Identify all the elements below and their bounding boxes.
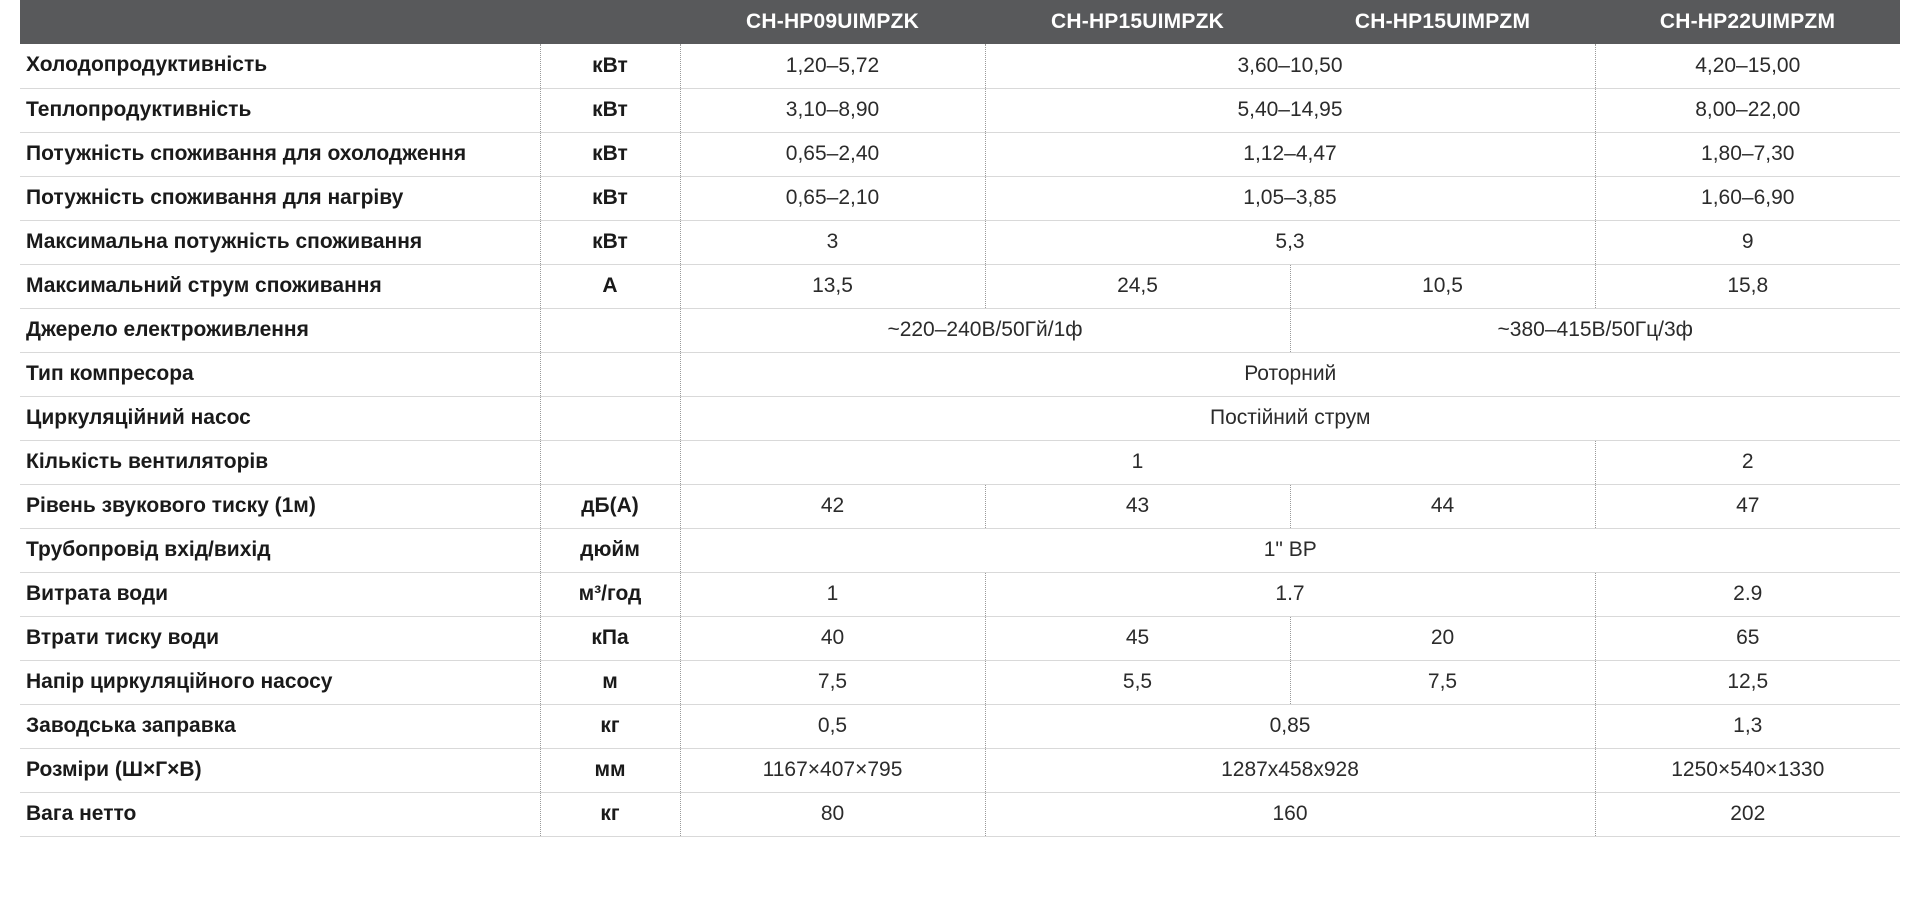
- row-unit-label: кВт: [540, 220, 680, 264]
- row-value-cell: 5,40–14,95: [985, 88, 1595, 132]
- row-unit-label: кВт: [540, 176, 680, 220]
- table-row: [20, 308, 1900, 352]
- row-value-cell: 65: [1595, 616, 1900, 660]
- row-value-cell: 15,8: [1595, 264, 1900, 308]
- row-parameter-label: Кількість вентиляторів: [20, 440, 540, 484]
- row-unit-label: мм: [540, 748, 680, 792]
- row-value-cell: ~220–240В/50Гй/1ф: [680, 308, 1290, 352]
- row-value-cell: 47: [1595, 484, 1900, 528]
- row-value-cell: 1,20–5,72: [680, 44, 985, 88]
- row-value-cell: 45: [985, 616, 1290, 660]
- table-header: [20, 0, 1900, 44]
- header-model-3: CH-HP15UIMPZM: [1354, 10, 1531, 33]
- row-parameter-label: Теплопродуктивність: [20, 88, 540, 132]
- row-value-cell: 0,5: [680, 704, 985, 748]
- table-body: [20, 44, 1900, 836]
- row-value-cell: 42: [680, 484, 985, 528]
- header-unit-column: [540, 0, 680, 44]
- table-row: [20, 132, 1900, 176]
- row-value-cell: 80: [680, 792, 985, 836]
- row-value-cell: 0,65–2,10: [680, 176, 985, 220]
- row-value-cell: 1167×407×795: [680, 748, 985, 792]
- row-value-cell: 3,10–8,90: [680, 88, 985, 132]
- row-value-cell: 2.9: [1595, 572, 1900, 616]
- row-value-cell: 20: [1290, 616, 1595, 660]
- row-value-cell: 202: [1595, 792, 1900, 836]
- row-parameter-label: Вага нетто: [20, 792, 540, 836]
- row-value-cell: 10,5: [1290, 264, 1595, 308]
- table-row: [20, 528, 1900, 572]
- table-header-row: [20, 0, 1900, 44]
- table-row: [20, 748, 1900, 792]
- row-parameter-label: Трубопровід вхід/вихід: [20, 528, 540, 572]
- header-model-1: CH-HP09UIMPZK: [746, 10, 919, 33]
- row-value-cell: 160: [985, 792, 1595, 836]
- table-row: [20, 704, 1900, 748]
- row-parameter-label: Тип компресора: [20, 352, 540, 396]
- row-value-cell: 9: [1595, 220, 1900, 264]
- row-parameter-label: Холодопродуктивність: [20, 44, 540, 88]
- table-row: [20, 352, 1900, 396]
- row-value-cell: 1" ВР: [680, 528, 1900, 572]
- row-parameter-label: Витрата води: [20, 572, 540, 616]
- table-row: [20, 220, 1900, 264]
- row-value-cell: ~380–415В/50Гц/3ф: [1290, 308, 1900, 352]
- row-value-cell: 5,5: [985, 660, 1290, 704]
- row-value-cell: 1,12–4,47: [985, 132, 1595, 176]
- row-parameter-label: Розміри (Ш×Г×В): [20, 748, 540, 792]
- row-parameter-label: Циркуляційний насос: [20, 396, 540, 440]
- table-row: [20, 792, 1900, 836]
- row-value-cell: 0,65–2,40: [680, 132, 985, 176]
- table-row: [20, 176, 1900, 220]
- table-row: [20, 44, 1900, 88]
- row-parameter-label: Джерело електроживлення: [20, 308, 540, 352]
- row-unit-label: кВт: [540, 44, 680, 88]
- row-unit-label: [540, 396, 680, 440]
- row-value-cell: 5,3: [985, 220, 1595, 264]
- row-value-cell: 3,60–10,50: [985, 44, 1595, 88]
- row-unit-label: кВт: [540, 88, 680, 132]
- row-value-cell: 7,5: [1290, 660, 1595, 704]
- row-value-cell: Роторний: [680, 352, 1900, 396]
- row-value-cell: 13,5: [680, 264, 985, 308]
- table-row: [20, 264, 1900, 308]
- table-row: [20, 660, 1900, 704]
- row-value-cell: 44: [1290, 484, 1595, 528]
- row-unit-label: м: [540, 660, 680, 704]
- row-value-cell: 1,05–3,85: [985, 176, 1595, 220]
- table-row: [20, 572, 1900, 616]
- row-parameter-label: Максимальна потужність споживання: [20, 220, 540, 264]
- table-row: [20, 440, 1900, 484]
- row-unit-label: [540, 308, 680, 352]
- specifications-table: [20, 0, 1900, 837]
- row-value-cell: 0,85: [985, 704, 1595, 748]
- row-value-cell: 3: [680, 220, 985, 264]
- row-unit-label: А: [540, 264, 680, 308]
- row-value-cell: 1,80–7,30: [1595, 132, 1900, 176]
- table-row: [20, 88, 1900, 132]
- row-value-cell: 1: [680, 440, 1595, 484]
- row-value-cell: 8,00–22,00: [1595, 88, 1900, 132]
- row-value-cell: 12,5: [1595, 660, 1900, 704]
- row-value-cell: 4,20–15,00: [1595, 44, 1900, 88]
- row-value-cell: 43: [985, 484, 1290, 528]
- table-row: [20, 616, 1900, 660]
- row-value-cell: 7,5: [680, 660, 985, 704]
- table-row: [20, 396, 1900, 440]
- row-unit-label: кг: [540, 704, 680, 748]
- row-unit-label: [540, 352, 680, 396]
- row-value-cell: 2: [1595, 440, 1900, 484]
- row-unit-label: дюйм: [540, 528, 680, 572]
- header-parameter-column: [20, 0, 540, 44]
- row-value-cell: 1287x458x928: [985, 748, 1595, 792]
- row-parameter-label: Заводська заправка: [20, 704, 540, 748]
- row-unit-label: кВт: [540, 132, 680, 176]
- row-unit-label: [540, 440, 680, 484]
- row-value-cell: 1.7: [985, 572, 1595, 616]
- row-value-cell: Постійний струм: [680, 396, 1900, 440]
- row-unit-label: дБ(А): [540, 484, 680, 528]
- row-value-cell: 1,60–6,90: [1595, 176, 1900, 220]
- table-row: [20, 484, 1900, 528]
- row-parameter-label: Втрати тиску води: [20, 616, 540, 660]
- row-value-cell: 24,5: [985, 264, 1290, 308]
- row-value-cell: 40: [680, 616, 985, 660]
- row-unit-label: м³/год: [540, 572, 680, 616]
- row-parameter-label: Напір циркуляційного насосу: [20, 660, 540, 704]
- row-unit-label: кПа: [540, 616, 680, 660]
- row-unit-label: кг: [540, 792, 680, 836]
- row-parameter-label: Потужність споживання для нагріву: [20, 176, 540, 220]
- row-parameter-label: Максимальний струм споживання: [20, 264, 540, 308]
- row-value-cell: 1: [680, 572, 985, 616]
- header-model-4: CH-HP22UIMPZM: [1659, 10, 1836, 33]
- row-value-cell: 1250×540×1330: [1595, 748, 1900, 792]
- row-value-cell: 1,3: [1595, 704, 1900, 748]
- header-model-2: CH-HP15UIMPZK: [1051, 10, 1224, 33]
- row-parameter-label: Потужність споживання для охолодження: [20, 132, 540, 176]
- row-parameter-label: Рівень звукового тиску (1м): [20, 484, 540, 528]
